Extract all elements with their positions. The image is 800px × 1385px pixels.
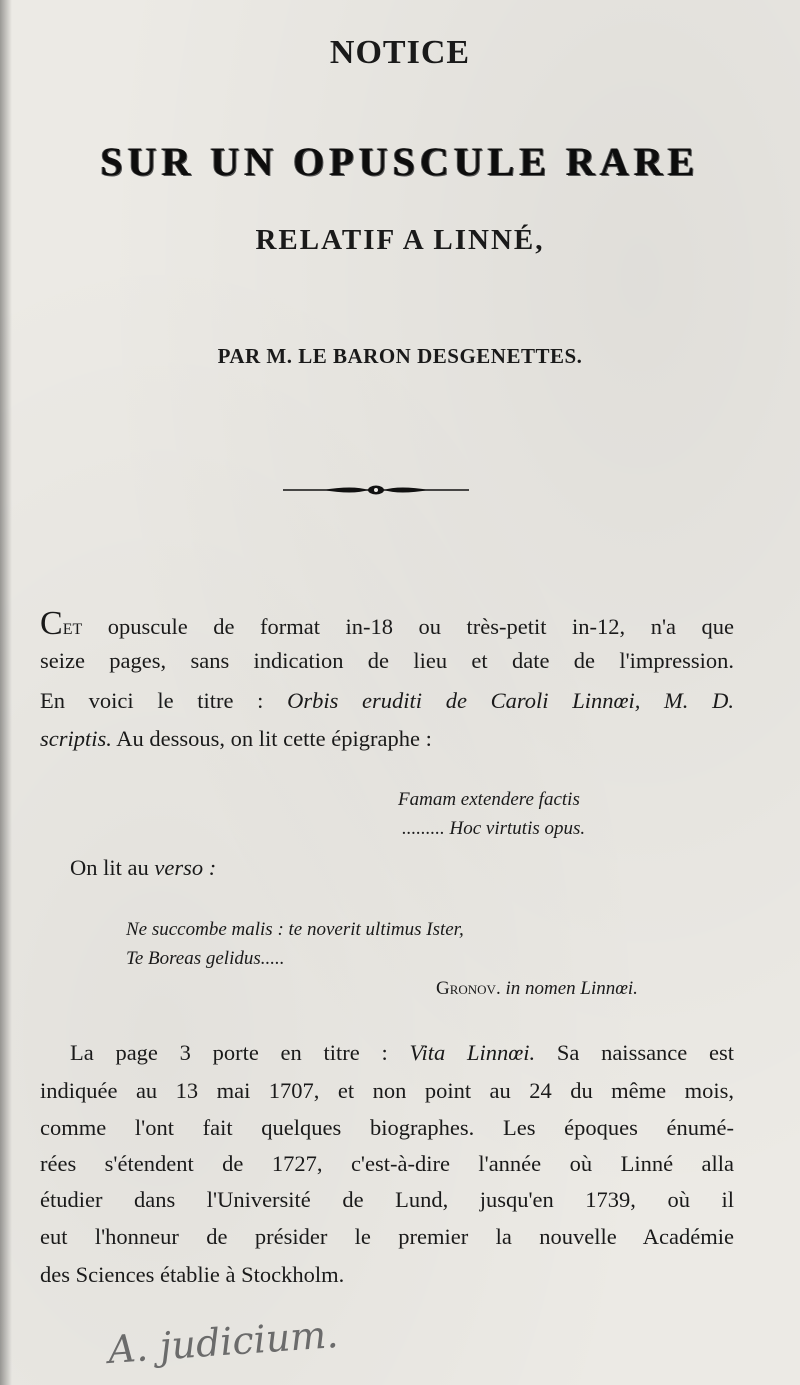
epigraph2-line1: Ne succombe malis : te noverit ultimus Ister, — [126, 919, 464, 940]
epigraph1-line1: Famam extendere factis — [398, 789, 580, 810]
paragraph1-line2: seize pages, sans indication de lieu et date de l'impression. — [40, 648, 734, 673]
drop-cap: C — [40, 605, 63, 642]
page-subtitle: SUR UN OPUSCULE RARE — [100, 139, 700, 184]
paragraph2-line4: rées s'étendent de 1727, c'est-à-dire l'année où Linné alla — [40, 1151, 734, 1176]
paragraph1-line4: scriptis. Au dessous, on lit cette épigraphe : — [40, 726, 432, 751]
paragraph1-line1: Cet opuscule de format in-18 ou très-petit in-12, n'a que — [40, 605, 734, 642]
epigraph1-line2: ......... Hoc virtutis opus. — [402, 818, 586, 839]
paragraph2-line3: comme l'ont fait quelques biographes. Les époques énumé- — [40, 1115, 734, 1140]
paragraph2-line2: indiquée au 13 mai 1707, et non point au 24 du même mois, — [40, 1078, 734, 1103]
epigraph2-line2: Te Boreas gelidus..... — [126, 948, 285, 969]
paragraph2-line5: étudier dans l'Université de Lund, jusqu'en 1739, où il — [40, 1187, 734, 1212]
paragraph1-line3: En voici le titre : Orbis eruditi de Caroli Linnœi, M. D. — [40, 688, 734, 713]
verso-line: On lit au verso : — [70, 855, 217, 880]
author-line: PAR M. LE BARON DESGENETTES. — [217, 344, 583, 368]
page-title: NOTICE — [329, 34, 471, 71]
handwritten-annotation: A. judicium. — [106, 1312, 340, 1372]
paragraph2-line6: eut l'honneur de présider le premier la nouvelle Académie — [40, 1224, 734, 1249]
paragraph2-line1: La page 3 porte en titre : Vita Linnœi. Sa naissance est — [70, 1040, 734, 1065]
epigraph2-attribution: Gronov. in nomen Linnœi. — [436, 978, 638, 999]
flourish-ornament-icon — [283, 480, 469, 500]
subtitle-relatif: RELATIF A LINNÉ, — [255, 224, 545, 256]
paragraph2-line7: des Sciences établie à Stockholm. — [40, 1262, 345, 1287]
